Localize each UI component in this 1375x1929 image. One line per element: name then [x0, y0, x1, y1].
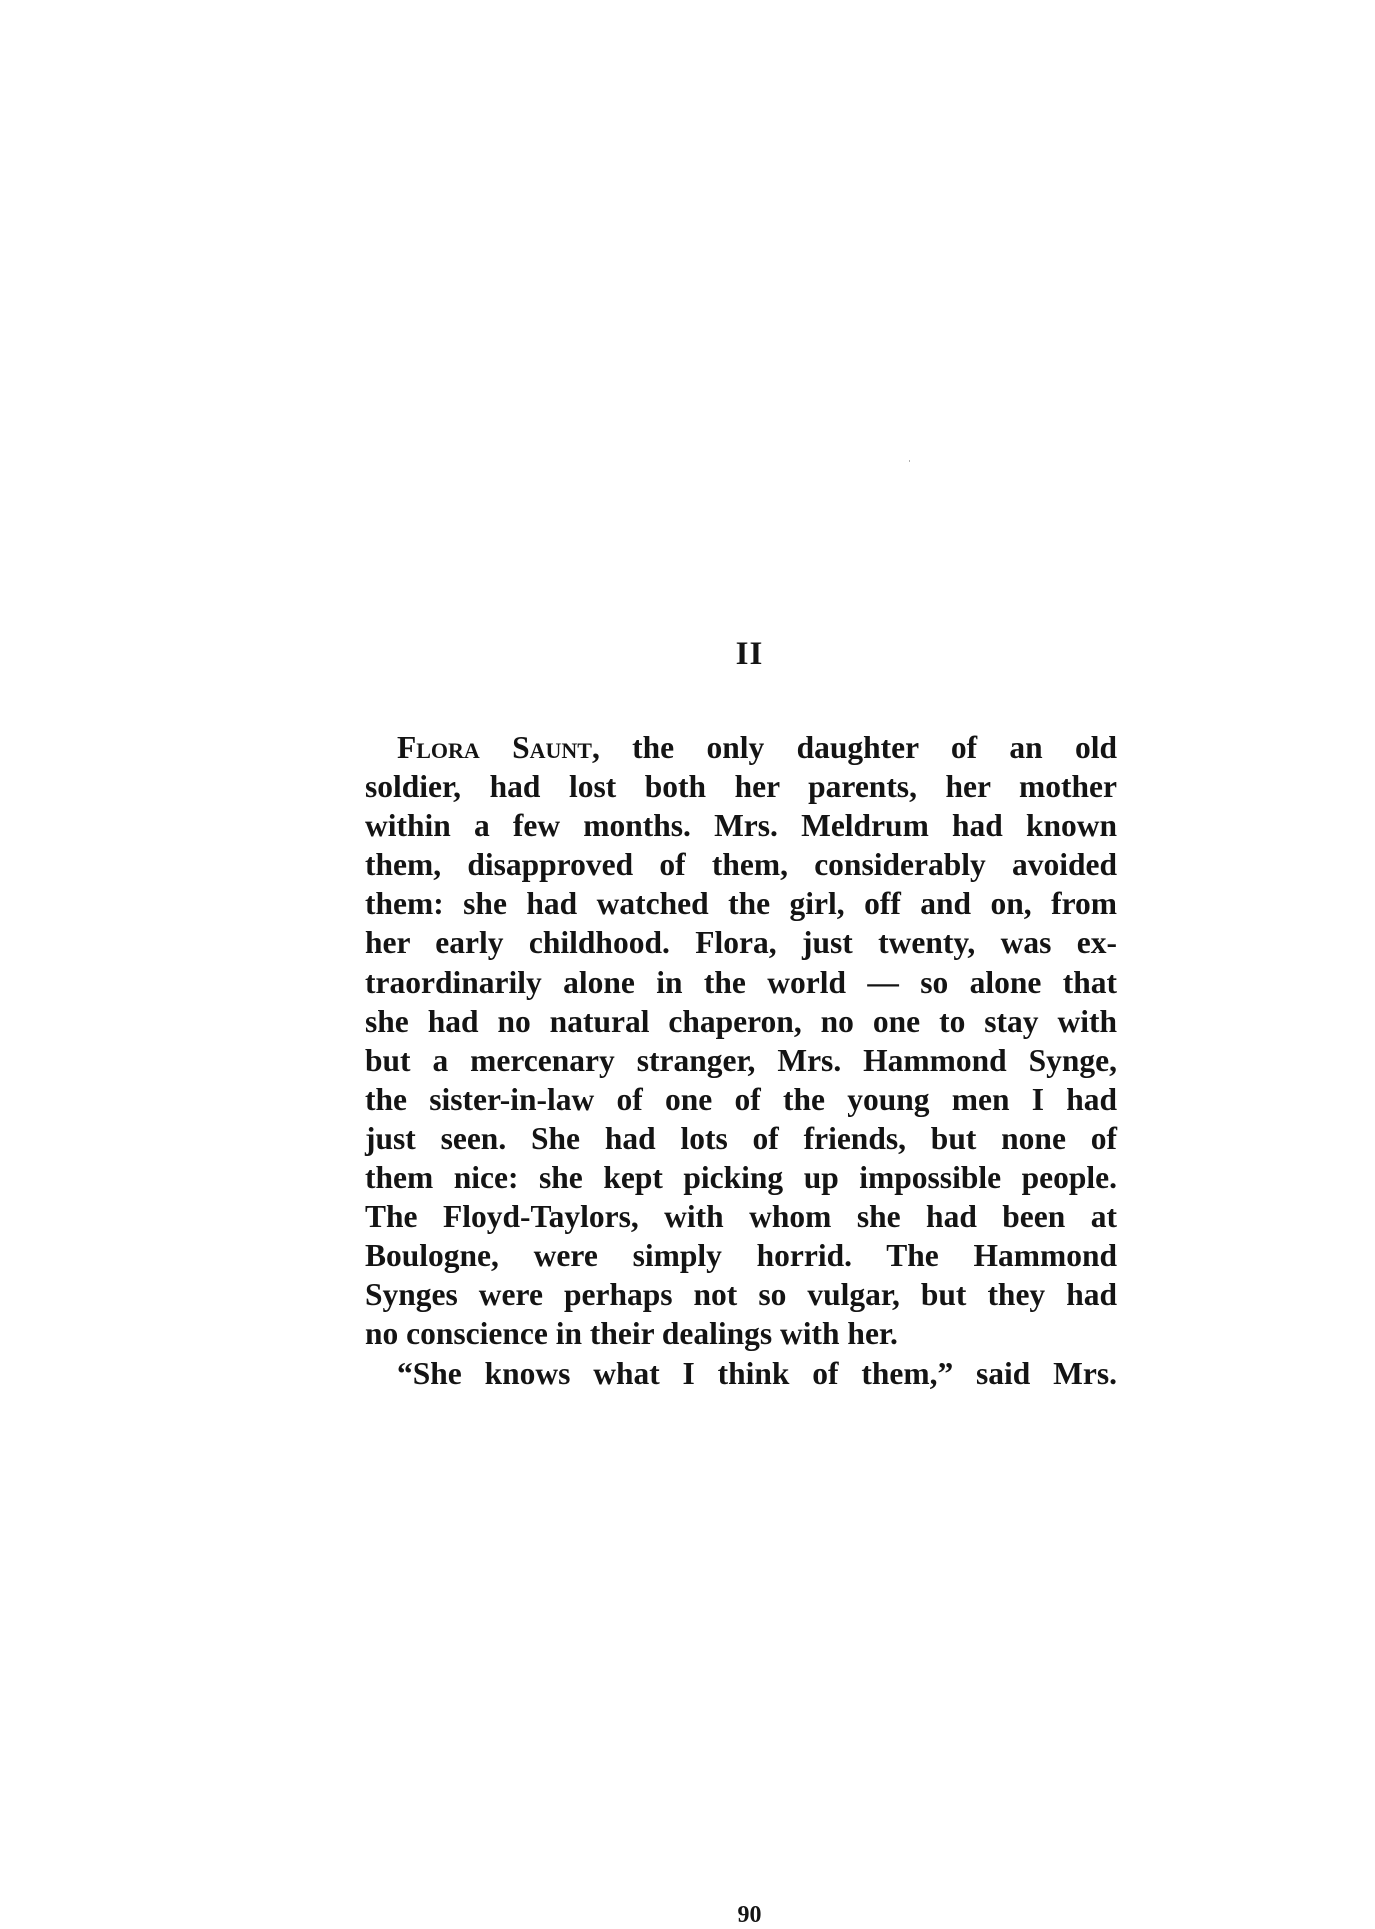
text-line: the sister-in-law of one of the young men I had [365, 1081, 1117, 1117]
text-line: her early childhood. Flora, just twenty, was ex- [365, 925, 1117, 961]
text-line: The Floyd-Taylors, with whom she had been at [365, 1199, 1117, 1235]
text-line: Boulogne, were simply horrid. The Hammond [365, 1238, 1117, 1274]
small-caps-name: Flora Saunt, [397, 730, 600, 765]
text-line: within a few months. Mrs. Meldrum had known [365, 808, 1117, 844]
text-line: no conscience in their dealings with her. [365, 1316, 898, 1352]
text-line: she had no natural chaperon, no one to stay with [365, 1003, 1117, 1039]
chapter-heading: II [735, 636, 764, 672]
page-number: 90 [737, 1902, 762, 1928]
text-line: just seen. She had lots of friends, but none of [365, 1120, 1117, 1156]
text-line: traordinarily alone in the world — so alone that [365, 964, 1117, 1000]
text-line: soldier, had lost both her parents, her mother [365, 769, 1117, 805]
text-line [365, 728, 1117, 767]
text-line: them nice: she kept picking up impossible people. [365, 1160, 1117, 1196]
body-text [365, 728, 1117, 1393]
text-line-rest: the only daughter of an old [599, 730, 1117, 765]
text-line: “She knows what I think of them,” said Mrs. [397, 1355, 1117, 1391]
text-line: but a mercenary stranger, Mrs. Hammond Synge, [365, 1042, 1117, 1078]
text-line: them: she had watched the girl, off and on, from [365, 886, 1117, 922]
text-line: them, disapproved of them, considerably avoided [365, 847, 1117, 883]
scan-speck [909, 460, 910, 462]
text-line: Synges were perhaps not so vulgar, but they had [365, 1277, 1117, 1313]
